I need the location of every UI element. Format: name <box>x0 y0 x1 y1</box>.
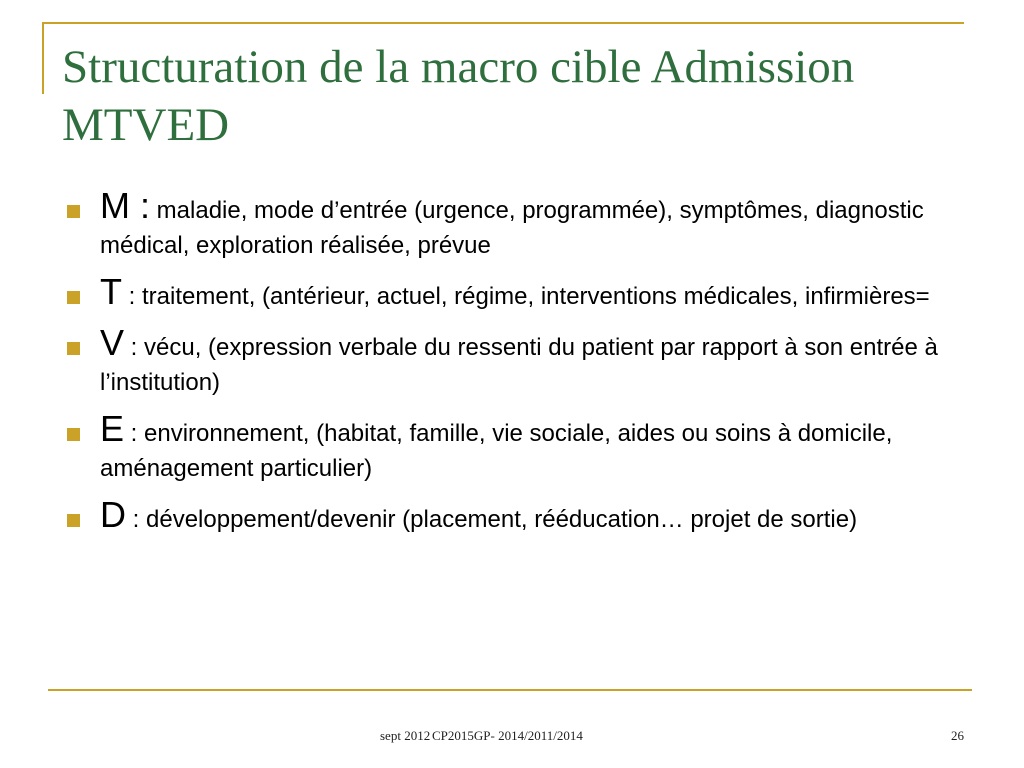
square-bullet-icon <box>67 205 80 218</box>
bullet-letter: E <box>100 408 125 449</box>
bullet-text: : environnement, (habitat, famille, vie sociale, aides ou soins à domicile, aménagement particulier) <box>100 420 893 482</box>
square-bullet-icon <box>67 291 80 304</box>
square-bullet-icon <box>67 342 80 355</box>
bullet-letter: V <box>100 322 125 363</box>
bullet-text: maladie, mode d’entrée (urgence, programmée), symptômes, diagnostic médical, exploration réalisée, prévue <box>100 197 924 259</box>
footer-date: sept 2012 <box>380 728 431 743</box>
bullet-letter: T <box>100 271 122 312</box>
bullet-item-v <box>60 322 965 400</box>
bullet-item-e <box>60 408 965 486</box>
page-number: 26 <box>951 728 964 743</box>
bullet-list <box>60 185 965 548</box>
slide-title: Structuration de la macro cible Admission MTVED <box>62 41 855 151</box>
bullet-text: : vécu, (expression verbale du ressenti du patient par rapport à son entrée à l’institution) <box>100 334 938 396</box>
square-bullet-icon <box>67 428 80 441</box>
footer-divider-line <box>48 689 972 691</box>
top-divider-line <box>42 22 964 24</box>
footer-label: CP2015GP- 2014/2011/2014 <box>432 728 583 743</box>
bullet-item-m <box>60 185 965 263</box>
left-divider-line <box>42 22 44 94</box>
square-bullet-icon <box>67 514 80 527</box>
bullet-item-d <box>60 494 965 537</box>
bullet-item-t <box>60 271 965 314</box>
bullet-text: : développement/devenir (placement, rééducation… projet de sortie) <box>126 506 858 533</box>
bullet-letter: M : <box>100 185 150 226</box>
bullet-letter: D <box>100 494 126 535</box>
bullet-text: : traitement, (antérieur, actuel, régime, interventions médicales, infirmières= <box>122 283 930 310</box>
